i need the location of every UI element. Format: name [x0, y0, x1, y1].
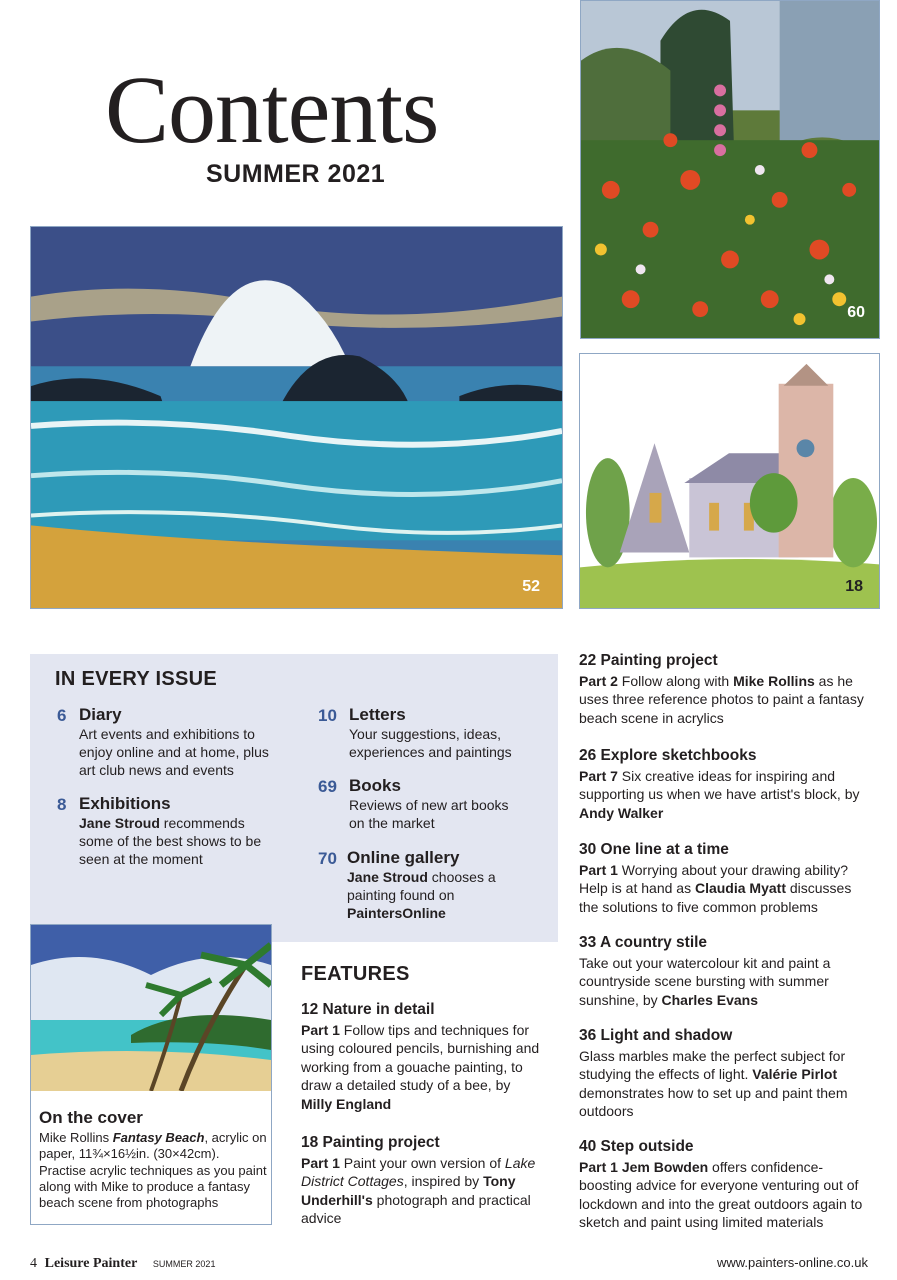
books-title: Books	[349, 776, 401, 795]
online-gallery-site: PaintersOnline	[347, 905, 446, 921]
online-gallery-title: Online gallery	[347, 848, 460, 867]
on-the-cover-box	[30, 924, 272, 1225]
footer-brand: Leisure Painter	[44, 1256, 138, 1271]
feature-40-title: 40 Step outside	[579, 1138, 694, 1155]
books-page: 69	[318, 777, 337, 796]
feature-40[interactable]: 40 Step outside Part 1 Jem Bowden offers confidence-boosting advice for everyone venturing out of lockdown and into the great outdoors again to sketch and paint using limited materials	[579, 1138, 863, 1230]
feature-36[interactable]: 36 Light and shadow Glass marbles make the perfect subject for studying the effects of light. Valérie Pirlot demonstrates how to set up and paint them outdoors	[579, 1027, 864, 1121]
letters-desc: Your suggestions, ideas, experiences and paintings	[349, 726, 512, 760]
on-the-cover-heading: On the cover	[39, 1108, 143, 1127]
exhibitions-page: 8	[57, 795, 67, 814]
feature-33[interactable]: 33 A country stile Take out your watercolour kit and paint a countryside scene bursting with summer sunshine, by Charles Evans	[579, 934, 864, 1009]
feature-30-title: 30 One line at a time	[579, 841, 729, 858]
letters-page: 10	[318, 706, 337, 725]
on-the-cover-text: Mike Rollins Fantasy Beach, acrylic on paper, 11¾×16½in. (30×42cm). Practise acrylic techniques as you paint along with Mike to produce a fantasy beach scene from photographs	[39, 1130, 267, 1211]
books-desc: Reviews of new art books on the market	[349, 797, 509, 831]
feature-36-title: 36 Light and shadow	[579, 1027, 733, 1044]
online-gallery-author: Jane Stroud	[347, 869, 428, 885]
footer-page-number: 4	[30, 1256, 37, 1271]
cover-work-title: Fantasy Beach	[112, 1130, 205, 1145]
footer-issue: SUMMER 2021	[152, 1259, 216, 1269]
diary-page: 6	[57, 706, 67, 725]
garden-page-number: 60	[847, 304, 865, 321]
exhibitions-desc: recommends some of the best shows to be seen at the moment	[79, 815, 262, 867]
feature-12[interactable]: 12 Nature in detail Part 1 Follow tips and techniques for using coloured pencils, burnishing and working from a gouache painting, to draw a detailed study of a bee, by Milly England	[301, 1001, 540, 1112]
in-every-issue-heading: IN EVERY ISSUE	[55, 668, 218, 690]
feature-18[interactable]: 18 Painting project Part 1 Paint your own version of Lake District Cottages, inspired by Tony Underhill's photograph and practical advice	[301, 1134, 541, 1228]
online-gallery-page: 70	[318, 849, 337, 868]
features-heading: FEATURES	[301, 963, 410, 985]
footer	[30, 1255, 868, 1272]
church-painting[interactable]	[579, 353, 880, 609]
page-title: Contents	[105, 56, 439, 163]
feature-30[interactable]: 30 One line at a time Part 1 Worrying about your drawing ability? Help is at hand as Claudia Myatt discusses the solutions to five common problems	[579, 841, 864, 916]
exhibitions-author: Jane Stroud	[79, 815, 160, 831]
feature-26-title: 26 Explore sketchbooks	[579, 747, 757, 764]
garden-painting[interactable]	[580, 0, 880, 339]
feature-26[interactable]: 26 Explore sketchbooks Part 7 Six creative ideas for inspiring and supporting us when we have artist's block, by Andy Walker	[579, 747, 864, 822]
exhibitions-title: Exhibitions	[79, 794, 171, 813]
seascape-page-number: 52	[522, 578, 540, 595]
letters-title: Letters	[349, 705, 406, 724]
online-gallery-desc: chooses a painting found on	[347, 869, 496, 903]
diary-desc: Art events and exhibitions to enjoy online and at home, plus art club news and events	[79, 726, 269, 778]
church-page-number: 18	[845, 578, 863, 595]
feature-12-title: 12 Nature in detail	[301, 1001, 435, 1018]
issue-label: SUMMER 2021	[206, 160, 386, 188]
footer-url[interactable]: www.painters-online.co.uk	[716, 1255, 868, 1270]
feature-18-title: 18 Painting project	[301, 1134, 440, 1151]
feature-33-title: 33 A country stile	[579, 934, 708, 951]
seascape-painting[interactable]	[30, 226, 563, 609]
feature-22[interactable]: 22 Painting project Part 2 Follow along with Mike Rollins as he uses three reference photos to paint a fantasy beach scene in acrylics	[579, 652, 864, 726]
feature-22-title: 22 Painting project	[579, 652, 718, 669]
diary-title: Diary	[79, 705, 122, 724]
cover-painting[interactable]	[31, 925, 271, 1091]
